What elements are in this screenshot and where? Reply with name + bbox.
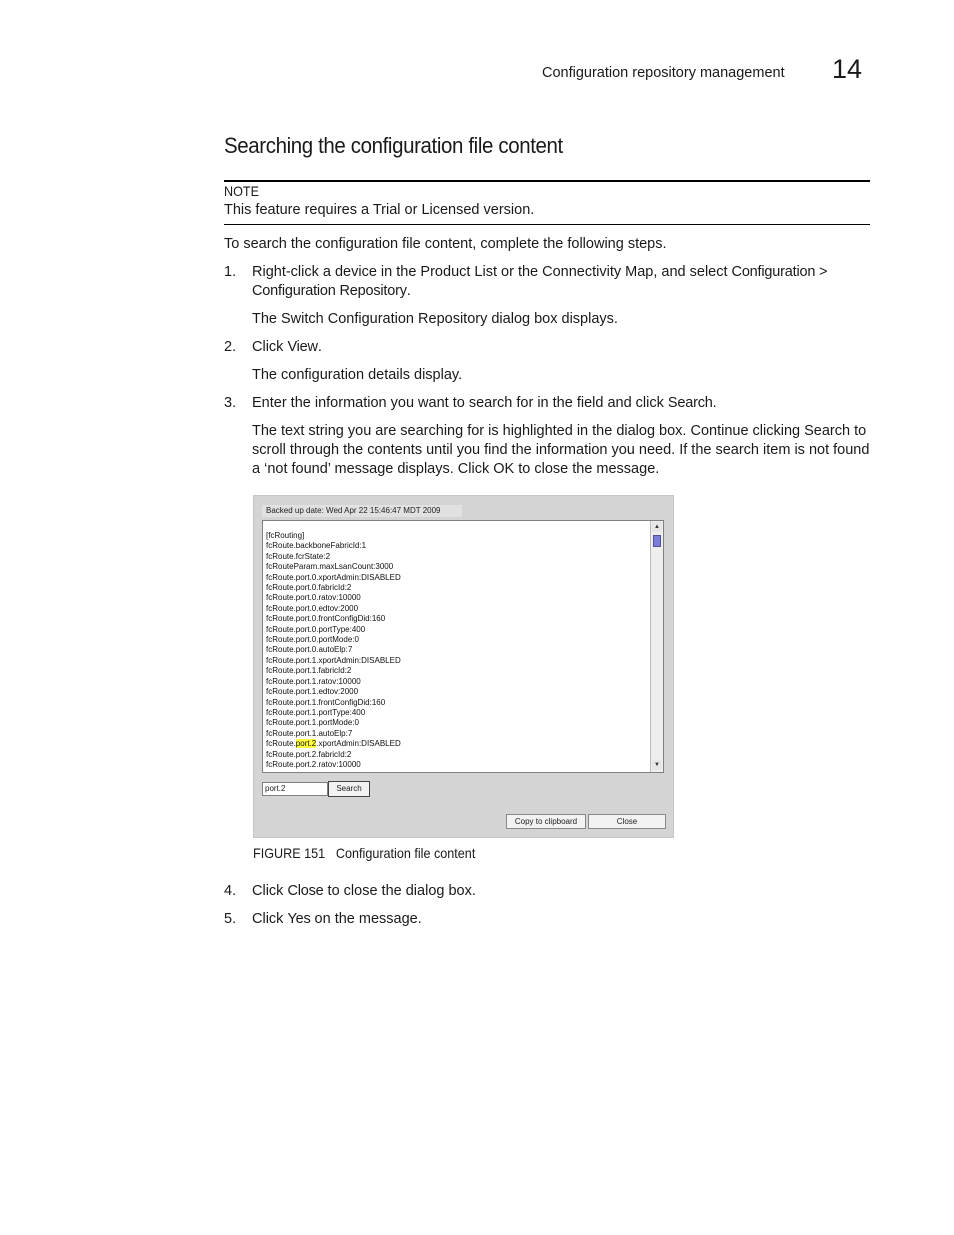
running-header-section: Configuration repository management: [542, 65, 785, 81]
page-title: Searching the configuration file content: [224, 133, 563, 158]
config-line: fcRoute.port.0.fabricId:2: [266, 583, 352, 593]
config-line: fcRoute.fcrState:2: [266, 551, 331, 561]
config-line: fcRoute.port.0.portMode:0: [266, 635, 359, 645]
step-number: 4.: [224, 883, 237, 899]
note-bottom-rule: [224, 224, 870, 225]
figure-number: FIGURE 151: [253, 845, 326, 861]
step-text: Click: [252, 339, 288, 355]
step-2-result: The configuration details display.: [252, 367, 463, 383]
step-5: [224, 910, 872, 929]
menu-path: Configuration Repository: [252, 283, 407, 299]
figure-title: Configuration file content: [335, 845, 476, 861]
config-line: [fcRouting]: [266, 531, 305, 540]
config-line: fcRoute.port.1.autoElp:7: [266, 728, 353, 738]
config-line: fcRoute.port.1.portMode:0: [266, 718, 359, 728]
step-number: 5.: [224, 911, 237, 927]
line-text: .xportAdmin:DISABLED: [316, 739, 401, 749]
config-line: fcRoute.port.2.fabricId:2: [266, 749, 352, 759]
note-top-rule: [224, 180, 870, 182]
line-text: fcRoute.: [266, 739, 296, 749]
step-number: 3.: [224, 395, 237, 411]
config-line: fcRoute.port.1.edtov:2000: [266, 687, 359, 697]
step-text: to close the dialog box.: [323, 883, 476, 899]
ui-term: View: [287, 339, 318, 355]
result-text: to scroll through the contents until you find the information you need. If the search item is not found a ‘not found’ message displays. Click: [252, 423, 870, 477]
menu-path: Configuration >: [731, 264, 828, 280]
step-2: [224, 338, 872, 357]
dialog-name: Switch Configuration Repository: [281, 311, 488, 327]
backup-date-label: Backed up date: Wed Apr 22 15:46:47 MDT 2009: [262, 505, 462, 517]
step-number: 2.: [224, 339, 237, 355]
step-text: Enter the information you want to search for in the field and click: [252, 395, 668, 411]
config-line: fcRoute.port.0.portType:400: [266, 624, 366, 634]
config-line: fcRoute.port.0.edtov:2000: [266, 603, 359, 613]
figure-config-dialog: [253, 495, 674, 838]
ui-term: OK: [493, 461, 515, 477]
scroll-down-icon[interactable]: ▼: [652, 760, 662, 770]
scroll-up-icon[interactable]: ▲: [652, 522, 662, 532]
step-3: [224, 394, 872, 413]
config-lines: [266, 531, 401, 770]
result-text: to close the message.: [514, 461, 660, 477]
close-button[interactable]: Close: [588, 814, 666, 829]
step-text: .: [406, 283, 411, 299]
vertical-scrollbar[interactable]: [650, 521, 663, 772]
step-text: Click: [252, 911, 288, 927]
copy-to-clipboard-button[interactable]: Copy to clipboard: [506, 814, 586, 829]
config-line: fcRoute.port.0.ratov:10000: [266, 593, 361, 603]
step-text: Click: [252, 883, 288, 899]
step-1: [224, 263, 872, 301]
config-line: fcRoute.backboneFabricId:1: [266, 541, 367, 551]
result-text: dialog box displays.: [487, 311, 618, 327]
result-text: The text string you are searching for is highlighted in the dialog box. Continue clicking: [252, 423, 805, 439]
step-4: [224, 882, 872, 901]
step-number: 1.: [224, 264, 237, 280]
chapter-number: 14: [832, 54, 863, 84]
config-line: fcRoute.port.1.frontConfigDid:160: [266, 697, 386, 707]
search-input[interactable]: port.2: [262, 782, 328, 796]
search-button[interactable]: Search: [328, 781, 370, 797]
config-line-highlighted: [266, 739, 401, 749]
note-text: This feature requires a Trial or Licensed version.: [224, 202, 535, 218]
step-text: .: [712, 395, 717, 411]
config-line: fcRoute.port.1.ratov:10000: [266, 676, 361, 686]
config-content-textarea[interactable]: [262, 520, 664, 773]
step-text: on the message.: [310, 911, 422, 927]
config-line: fcRouteParam.maxLsanCount:3000: [266, 562, 394, 572]
search-highlight: port.2: [295, 739, 317, 749]
figure-caption: [253, 845, 486, 861]
config-line: fcRoute.port.1.fabricId:2: [266, 666, 352, 676]
step-text: .: [317, 339, 322, 355]
config-line: fcRoute.port.0.xportAdmin:DISABLED: [266, 572, 401, 582]
step-1-result: [252, 310, 872, 329]
scrollbar-thumb[interactable]: [653, 535, 661, 547]
step-3-result: [252, 422, 872, 479]
step-text: Right-click a device in the Product List or the Connectivity Map, and select: [252, 264, 732, 280]
ui-term: Close: [287, 883, 324, 899]
result-text: The: [252, 311, 282, 327]
config-line: fcRoute.port.0.autoElp:7: [266, 645, 353, 655]
config-line: fcRoute.port.1.xportAdmin:DISABLED: [266, 655, 401, 665]
ui-term: Search: [804, 423, 851, 439]
intro-text: To search the configuration file content, complete the following steps.: [224, 236, 667, 252]
config-line: fcRoute.port.1.portType:400: [266, 707, 366, 717]
ui-term: Yes: [287, 911, 311, 927]
note-label: NOTE: [224, 183, 260, 199]
config-line: fcRoute.port.0.frontConfigDid:160: [266, 614, 386, 624]
ui-term: Search: [667, 395, 713, 411]
config-line: fcRoute.port.2.ratov:10000: [266, 759, 361, 769]
